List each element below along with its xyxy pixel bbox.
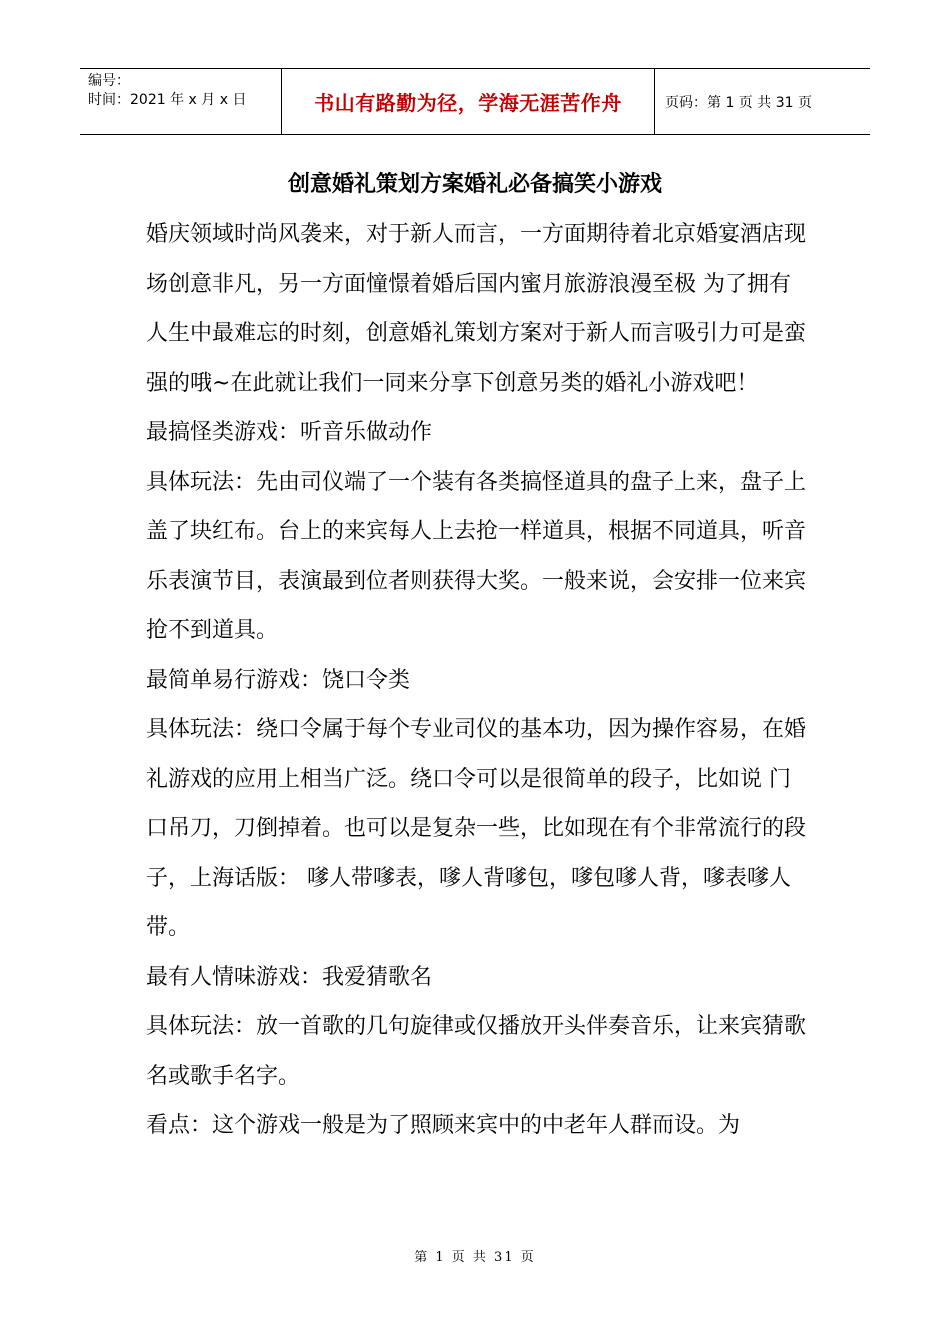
header-info-cell xyxy=(80,69,282,134)
game-description: 具体玩法：先由司仪端了一个装有各类搞怪道具的盘子上来，盘子上盖了块红布。台上的来宾每人上去抢一样道具，根据不同道具，听音乐表演节目，表演最到位者则获得大奖。一般来说，会安排一位来宾抢不到道具。 xyxy=(146,469,807,643)
document-title: 创意婚礼策划方案婚礼必备搞笑小游戏 xyxy=(287,172,662,197)
highlight-paragraph: 看点：这个游戏一般是为了照顾来宾中的中老年人群而设。为 xyxy=(146,1113,741,1138)
page-info-cell xyxy=(655,69,870,134)
motto-cell xyxy=(282,69,655,134)
time-label: 时间：2021 年 x 月 x 日 xyxy=(88,92,247,108)
intro-paragraph: 婚庆领域时尚风袭来，对于新人而言，一方面期待着北京婚宴酒店现场创意非凡，另一方面憧憬着婚后国内蜜月旅游浪漫至极 为了拥有人生中最难忘的时刻，创意婚礼策划方案对于新人而言吸引力可是蛮强的哦~在此就让我们一同来分享下创意另类的婚礼小游戏吧！ xyxy=(146,222,807,396)
header-table xyxy=(80,68,870,135)
page-footer: 第 1 页 共 31 页 xyxy=(414,1250,536,1265)
document-body xyxy=(146,210,806,1151)
game-heading: 最搞怪类游戏：听音乐做动作 xyxy=(146,420,433,445)
game-description: 具体玩法：绕口令属于每个专业司仪的基本功，因为操作容易，在婚礼游戏的应用上相当广泛。绕口令可以是很简单的段子，比如说 门口吊刀，刀倒掉着。也可以是复杂一些，比如现在有个非常流行的段子，上海话版： 嗲人带嗲表，嗲人背嗲包，嗲包嗲人背，嗲表嗲人带。 xyxy=(146,717,807,940)
motto-text: 书山有路勤为径，学海无涯苦作舟 xyxy=(314,91,622,115)
game-heading: 最简单易行游戏：饶口令类 xyxy=(146,667,411,693)
number-label: 编号： xyxy=(88,73,130,89)
game-description: 具体玩法：放一首歌的几句旋律或仅播放开头伴奏音乐，让来宾猜歌名或歌手名字。 xyxy=(146,1014,807,1089)
page-info-text: 页码：第 1 页 共 31 页 xyxy=(665,94,812,111)
game-heading: 最有人情味游戏：我爱猜歌名 xyxy=(146,964,433,990)
